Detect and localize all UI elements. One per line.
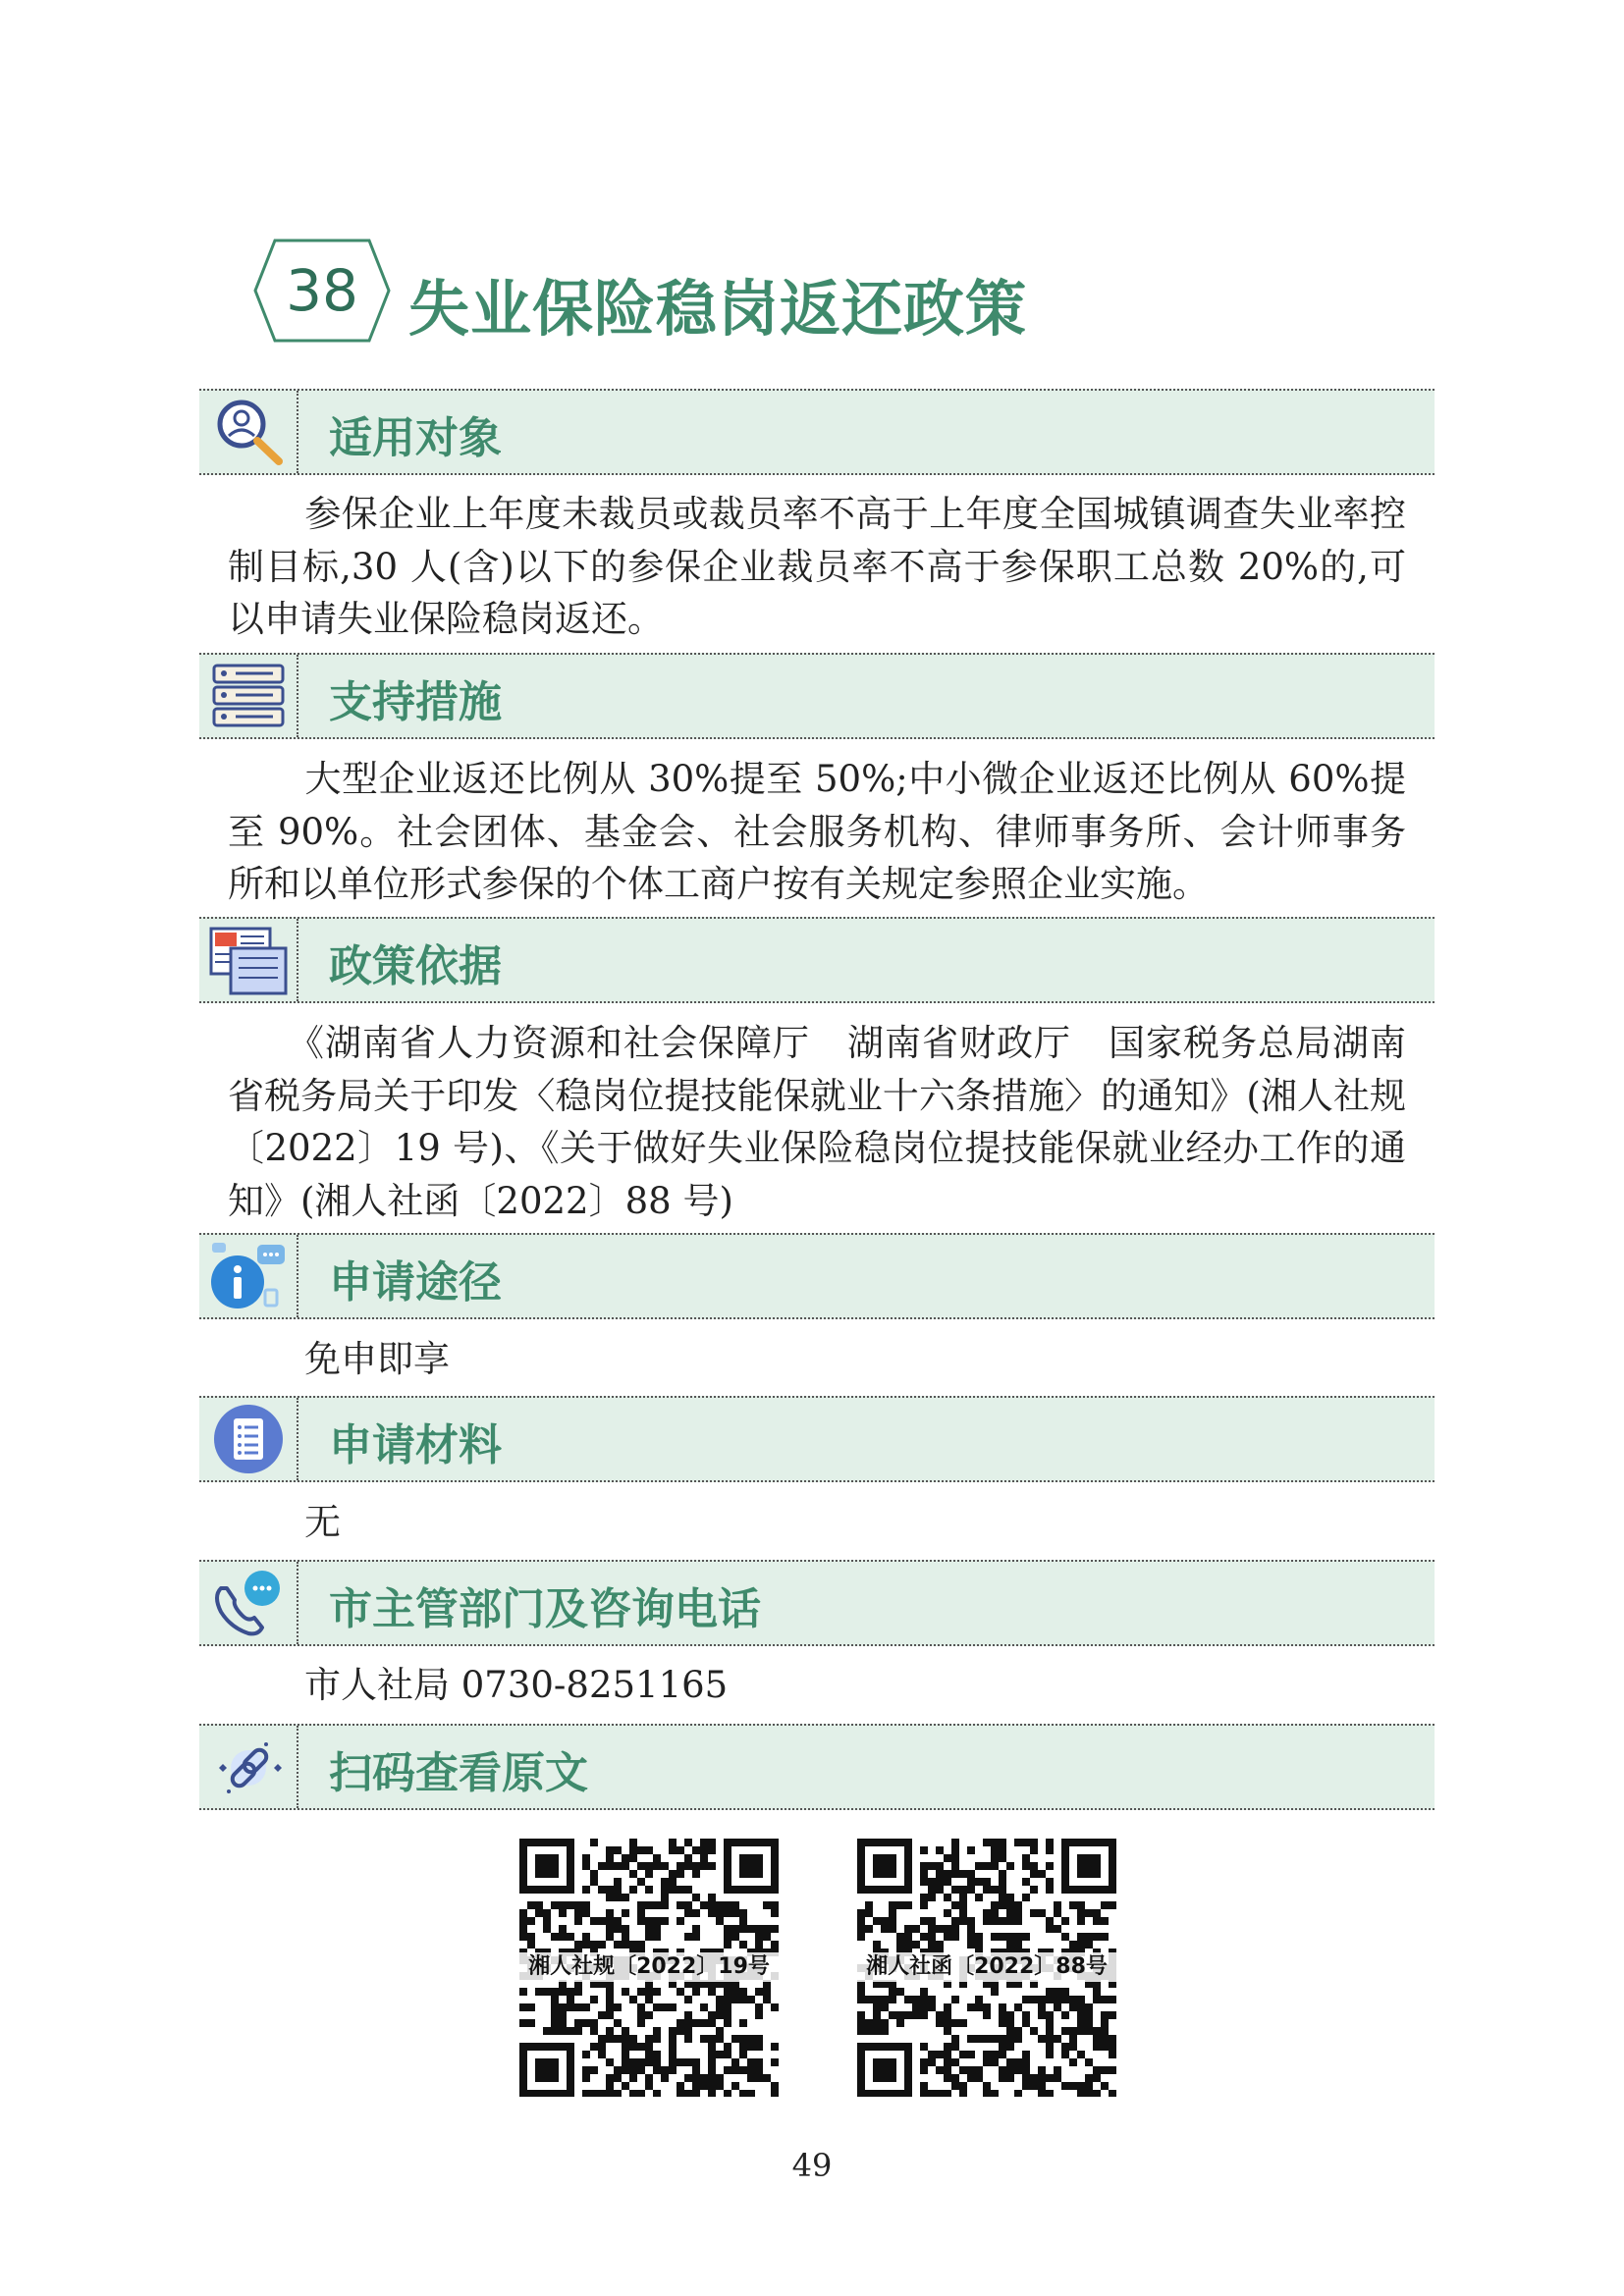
section-label: 适用对象 [329,413,502,463]
list-icon [212,1403,285,1475]
section-header-channel [199,1233,1435,1319]
basis-text: 《湖南省人力资源和社会保障厅 湖南省财政厅 国家税务总局湖南省税务局关于印发〈稳岗位提技能保就业十六条措施〉的通知》(湘人社规〔2022〕19 号)、《关于做好失业保险稳岗位提技能保就业经办工作的通知》(湘人社函〔2022〕88 号) [228,1022,1406,1222]
section-header-qr [199,1724,1435,1810]
qr-caption: 湘人社规〔2022〕19号 [518,1952,780,1982]
server-rack-icon [210,662,287,730]
magnifier-person-icon [210,395,287,469]
section-header-contact [199,1560,1435,1646]
section-label: 申请途径 [329,1257,502,1308]
number-badge [253,239,391,343]
qr-code-2[interactable] [856,1838,1117,2097]
section-label: 支持措施 [329,677,502,727]
page-title-row [253,239,1432,347]
section-label: 扫码查看原文 [329,1748,588,1798]
section-header-measures [199,653,1435,739]
materials-text: 无 [304,1501,341,1543]
section-label: 申请材料 [329,1420,502,1470]
section-header-applicable [199,389,1435,475]
channel-text: 免申即享 [304,1338,450,1380]
info-chat-icon [208,1239,289,1313]
measures-text: 大型企业返还比例从 30%提至 50%;中小微企业返还比例从 60%提至 90%。社会团体、基金会、社会服务机构、律师事务所、会计师事务所和以单位形式参保的个体工商户按有关规定参照企业实施。 [228,758,1406,905]
page-number: 49 [791,2147,833,2184]
section-label: 政策依据 [329,941,502,991]
section-label: 市主管部门及咨询电话 [329,1584,761,1634]
link-icon [209,1733,288,1801]
contact-text: 市人社局 0730-8251165 [304,1664,729,1706]
section-number: 38 [286,257,358,324]
document-chart-icon [209,925,288,995]
qr-caption: 湘人社函〔2022〕88号 [856,1952,1117,1982]
section-header-basis [199,917,1435,1003]
qr-code-1[interactable] [518,1838,780,2097]
page-title: 失业保险稳岗返还政策 [408,273,1028,345]
applicable-text: 参保企业上年度未裁员或裁员率不高于上年度全国城镇调查失业率控制目标,30 人(含)以下的参保企业裁员率不高于参保职工总数 20%的,可以申请失业保险稳岗返还。 [228,493,1406,640]
phone-chat-icon [209,1567,288,1639]
section-header-materials [199,1396,1435,1482]
